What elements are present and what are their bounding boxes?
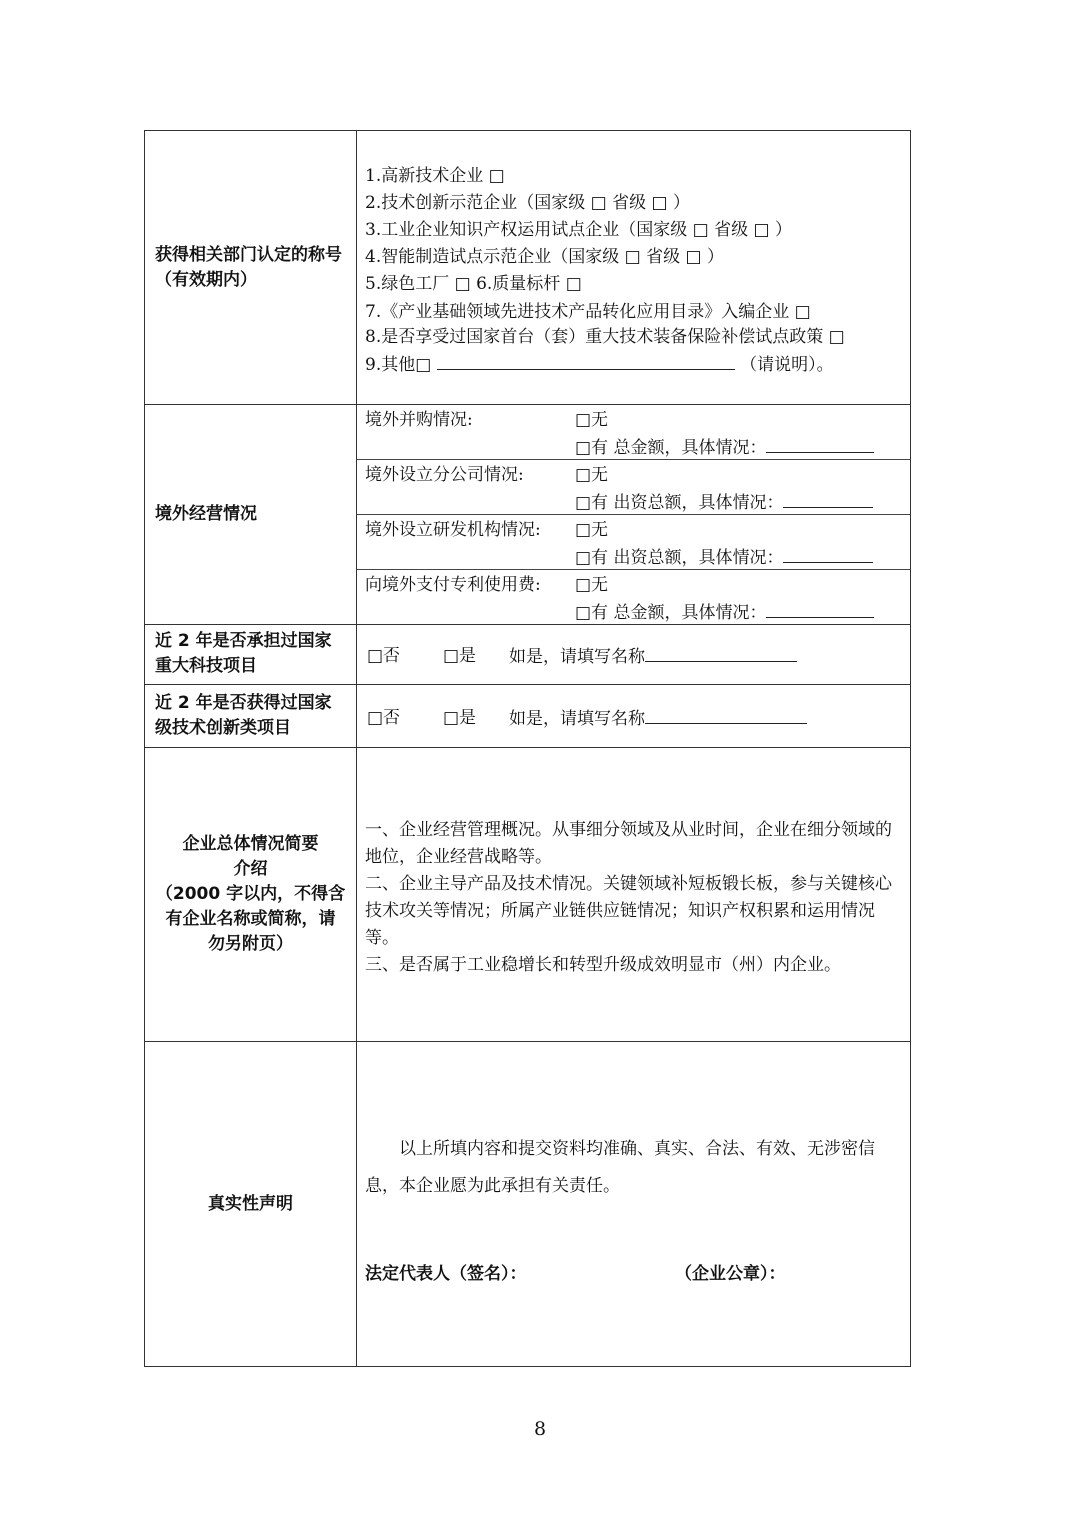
page-number: 8 <box>533 1418 547 1440</box>
titles-item-3[interactable]: 3.工业企业知识产权运用试点企业（国家级 □ 省级 □ ） <box>365 220 792 240</box>
major-project-yes[interactable]: □是 <box>443 646 477 666</box>
overseas-patent-blank[interactable] <box>766 599 874 618</box>
intro-text[interactable] <box>365 817 901 979</box>
intro-label-line: 企业总体情况简要 <box>182 833 319 854</box>
intro-paragraph-2: 二、企业主导产品及技术情况。关键领域补短板锻长板，参与关键核心技术攻关等情况；所属产业链供应链情况；知识产权积累和运用情况等。 <box>365 874 892 948</box>
titles-item-9 <box>365 351 834 378</box>
overseas-label-text: 境外经营情况 <box>155 503 257 524</box>
innovation-project-name <box>509 705 807 732</box>
intro-label-line: 勿另附页） <box>208 933 293 954</box>
intro-label-line: （2000 字以内，不得含 <box>155 883 346 904</box>
innovation-project-label-text: 近 2 年是否获得过国家级技术创新类项目 <box>155 692 332 738</box>
overseas-acquisition-blank[interactable] <box>766 434 874 453</box>
overseas-patent-yes <box>575 599 874 626</box>
item9-prefix[interactable]: 9.其他□ <box>365 355 432 375</box>
application-form-table <box>144 130 911 1367</box>
overseas-branch-yes-text[interactable]: □有 出资总额，具体情况： <box>575 493 784 513</box>
major-project-label-text: 近 2 年是否承担过国家重大科技项目 <box>155 631 332 676</box>
innovation-project-label <box>145 684 356 747</box>
declaration-label <box>145 1041 356 1368</box>
column-divider <box>356 131 357 1366</box>
overseas-patent-label: 向境外支付专利使用费: <box>365 575 541 595</box>
titles-item-4[interactable]: 4.智能制造试点示范企业（国家级 □ 省级 □ ） <box>365 247 724 267</box>
item9-blank[interactable] <box>437 351 735 370</box>
major-project-prompt: 如是，请填写名称 <box>509 647 645 667</box>
intro-label-line: 有企业名称或简称，请 <box>165 908 336 929</box>
overseas-acquisition-no[interactable]: □无 <box>575 410 609 430</box>
overseas-patent-yes-text[interactable]: □有 总金额，具体情况： <box>575 603 767 623</box>
declaration-text: 以上所填内容和提交资料均准确、真实、合法、有效、无涉密信息，本企业愿为此承担有关责任。 <box>365 1139 875 1196</box>
major-project-no[interactable]: □否 <box>367 646 401 666</box>
titles-item-8[interactable]: 8.是否享受过国家首台（套）重大技术装备保险补偿试点政策 □ <box>365 327 845 347</box>
intro-label <box>145 747 356 1041</box>
titles-item-7[interactable]: 7.《产业基础领域先进技术产品转化应用目录》入编企业 □ <box>365 302 811 322</box>
innovation-project-name-blank[interactable] <box>645 705 807 724</box>
overseas-branch-blank[interactable] <box>783 489 873 508</box>
overseas-rnd-blank[interactable] <box>783 544 873 563</box>
intro-paragraph-1: 一、企业经营管理概况。从事细分领域及从业时间，企业在细分领域的地位，企业经营战略等。 <box>365 820 892 867</box>
sub-row-divider <box>356 459 910 460</box>
overseas-rnd-yes <box>575 544 873 571</box>
titles-label-text: 获得相关部门认定的称号（有效期内） <box>155 244 342 290</box>
overseas-acquisition-yes <box>575 434 874 461</box>
innovation-project-prompt: 如是，请填写名称 <box>509 709 645 729</box>
sub-row-divider <box>356 569 910 570</box>
major-project-label <box>145 624 356 684</box>
intro-paragraph-3: 三、是否属于工业稳增长和转型升级成效明显市（州）内企业。 <box>365 955 841 975</box>
overseas-patent-no[interactable]: □无 <box>575 575 609 595</box>
innovation-project-no[interactable]: □否 <box>367 708 401 728</box>
intro-label-line: 介绍 <box>233 858 268 879</box>
overseas-branch-yes <box>575 489 873 516</box>
sub-row-divider <box>356 514 910 515</box>
overseas-label <box>145 404 356 624</box>
titles-label <box>145 131 356 404</box>
overseas-rnd-label: 境外设立研发机构情况: <box>365 520 541 540</box>
legal-representative-signature[interactable]: 法定代表人（签名）： <box>365 1264 527 1284</box>
overseas-acquisition-yes-text[interactable]: □有 总金额，具体情况： <box>575 438 767 458</box>
declaration-label-text: 真实性声明 <box>208 1194 293 1214</box>
innovation-project-yes[interactable]: □是 <box>443 708 477 728</box>
company-seal[interactable]: （企业公章）： <box>675 1264 786 1284</box>
overseas-branch-label: 境外设立分公司情况: <box>365 465 524 485</box>
major-project-name <box>509 643 797 670</box>
overseas-rnd-yes-text[interactable]: □有 出资总额，具体情况： <box>575 548 784 568</box>
overseas-acquisition-label: 境外并购情况: <box>365 410 473 430</box>
item9-suffix: （请说明）。 <box>740 355 834 375</box>
titles-item-5-6[interactable]: 5.绿色工厂 □ 6.质量标杆 □ <box>365 274 582 294</box>
overseas-rnd-no[interactable]: □无 <box>575 520 609 540</box>
overseas-branch-no[interactable]: □无 <box>575 465 609 485</box>
titles-item-2[interactable]: 2.技术创新示范企业（国家级 □ 省级 □ ） <box>365 193 690 213</box>
major-project-name-blank[interactable] <box>645 643 797 662</box>
titles-item-1[interactable]: 1.高新技术企业 □ <box>365 166 505 186</box>
